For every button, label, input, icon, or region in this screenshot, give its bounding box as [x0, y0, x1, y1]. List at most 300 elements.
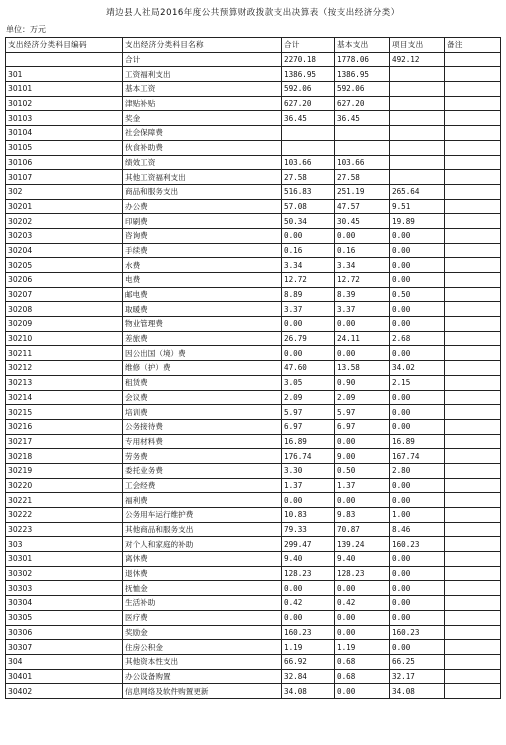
name-cell: 维修（护）费 [123, 361, 282, 376]
total-cell: 0.00 [282, 228, 335, 243]
project-cell: 19.89 [390, 214, 445, 229]
total-cell: 0.16 [282, 243, 335, 258]
name-cell: 其他资本性支出 [123, 654, 282, 669]
remark-cell [445, 493, 501, 508]
table-row [6, 463, 501, 478]
table-row [6, 126, 501, 141]
table-row [6, 346, 501, 361]
project-cell: 0.00 [390, 405, 445, 420]
code-cell: 30221 [6, 493, 123, 508]
basic-cell: 36.45 [335, 111, 390, 126]
total-code-cell [6, 52, 123, 67]
name-cell: 医疗费 [123, 610, 282, 625]
code-cell: 30102 [6, 96, 123, 111]
header-code: 支出经济分类科目编码 [6, 38, 123, 53]
remark-cell [445, 96, 501, 111]
code-cell: 30219 [6, 463, 123, 478]
total-cell: 5.97 [282, 405, 335, 420]
total-cell: 0.00 [282, 493, 335, 508]
name-cell: 公务接待费 [123, 419, 282, 434]
name-cell: 离休费 [123, 552, 282, 567]
project-cell: 32.17 [390, 669, 445, 684]
basic-cell: 3.34 [335, 258, 390, 273]
remark-cell [445, 273, 501, 288]
table-row [6, 184, 501, 199]
table-row [6, 170, 501, 185]
project-cell [390, 96, 445, 111]
name-cell: 信息网络及软件购置更新 [123, 684, 282, 699]
table-row [6, 258, 501, 273]
name-cell: 委托业务费 [123, 463, 282, 478]
basic-cell: 0.68 [335, 669, 390, 684]
basic-cell: 3.37 [335, 302, 390, 317]
project-cell: 265.64 [390, 184, 445, 199]
code-cell: 30213 [6, 375, 123, 390]
remark-cell [445, 126, 501, 141]
project-cell: 0.00 [390, 302, 445, 317]
document-title: 靖边县人社局2016年度公共预算财政拨款支出决算表（按支出经济分类） [106, 8, 400, 18]
total-cell: 8.89 [282, 287, 335, 302]
basic-cell: 8.39 [335, 287, 390, 302]
table-row [6, 654, 501, 669]
code-cell: 30205 [6, 258, 123, 273]
basic-cell: 0.50 [335, 463, 390, 478]
name-cell: 工资福利支出 [123, 67, 282, 82]
total-cell: 3.37 [282, 302, 335, 317]
basic-cell: 30.45 [335, 214, 390, 229]
total-cell: 9.40 [282, 552, 335, 567]
project-cell: 66.25 [390, 654, 445, 669]
project-cell [390, 155, 445, 170]
table-row [6, 434, 501, 449]
remark-cell [445, 390, 501, 405]
name-cell: 邮电费 [123, 287, 282, 302]
project-cell: 0.00 [390, 317, 445, 332]
project-cell: 0.00 [390, 552, 445, 567]
table-row [6, 625, 501, 640]
remark-cell [445, 581, 501, 596]
code-cell: 30305 [6, 610, 123, 625]
basic-cell: 251.19 [335, 184, 390, 199]
total-cell: 57.08 [282, 199, 335, 214]
code-cell: 30105 [6, 140, 123, 155]
code-cell: 30211 [6, 346, 123, 361]
remark-cell [445, 243, 501, 258]
table-row [6, 67, 501, 82]
project-cell: 0.00 [390, 478, 445, 493]
table-row [6, 390, 501, 405]
code-cell: 30107 [6, 170, 123, 185]
name-cell: 会议费 [123, 390, 282, 405]
table-row [6, 273, 501, 288]
project-cell: 2.80 [390, 463, 445, 478]
table-row [6, 243, 501, 258]
basic-cell: 0.00 [335, 684, 390, 699]
table-row [6, 302, 501, 317]
name-cell: 因公出国（境）费 [123, 346, 282, 361]
table-row [6, 522, 501, 537]
project-cell: 0.00 [390, 640, 445, 655]
name-cell: 公务用车运行维护费 [123, 508, 282, 523]
basic-cell [335, 126, 390, 141]
remark-cell [445, 669, 501, 684]
project-cell: 0.00 [390, 566, 445, 581]
project-cell: 2.68 [390, 331, 445, 346]
total-name-cell: 合计 [123, 52, 282, 67]
total-cell: 592.06 [282, 82, 335, 97]
total-cell [282, 140, 335, 155]
total-cell: 16.89 [282, 434, 335, 449]
code-cell: 30216 [6, 419, 123, 434]
name-cell: 住房公积金 [123, 640, 282, 655]
total-cell: 3.30 [282, 463, 335, 478]
code-cell: 30104 [6, 126, 123, 141]
table-row [6, 640, 501, 655]
table-row [6, 82, 501, 97]
table-row [6, 508, 501, 523]
project-cell [390, 140, 445, 155]
name-cell: 租赁费 [123, 375, 282, 390]
header-total: 合计 [282, 38, 335, 53]
name-cell: 奖励金 [123, 625, 282, 640]
code-cell: 30209 [6, 317, 123, 332]
remark-cell [445, 361, 501, 376]
project-cell: 0.00 [390, 419, 445, 434]
basic-cell: 5.97 [335, 405, 390, 420]
total-cell: 50.34 [282, 214, 335, 229]
header-name: 支出经济分类科目名称 [123, 38, 282, 53]
basic-cell: 2.09 [335, 390, 390, 405]
name-cell: 对个人和家庭的补助 [123, 537, 282, 552]
project-cell [390, 170, 445, 185]
code-cell: 30206 [6, 273, 123, 288]
name-cell: 津贴补贴 [123, 96, 282, 111]
name-cell: 手续费 [123, 243, 282, 258]
table-row [6, 331, 501, 346]
code-cell: 30202 [6, 214, 123, 229]
basic-cell: 24.11 [335, 331, 390, 346]
code-cell: 30218 [6, 449, 123, 464]
total-cell: 12.72 [282, 273, 335, 288]
name-cell: 取暖费 [123, 302, 282, 317]
total-cell: 32.84 [282, 669, 335, 684]
table-row [6, 405, 501, 420]
name-cell: 伙食补助费 [123, 140, 282, 155]
basic-cell: 128.23 [335, 566, 390, 581]
table-row [6, 610, 501, 625]
basic-cell: 0.42 [335, 596, 390, 611]
project-cell: 2.15 [390, 375, 445, 390]
table-row [6, 669, 501, 684]
remark-cell [445, 596, 501, 611]
total-cell: 1.19 [282, 640, 335, 655]
project-cell: 160.23 [390, 625, 445, 640]
code-cell: 303 [6, 537, 123, 552]
code-cell: 30101 [6, 82, 123, 97]
name-cell: 其他工资福利支出 [123, 170, 282, 185]
project-cell [390, 126, 445, 141]
name-cell: 物业管理费 [123, 317, 282, 332]
remark-cell [445, 522, 501, 537]
total-remark-cell [445, 52, 501, 67]
project-cell: 8.46 [390, 522, 445, 537]
total-cell [282, 126, 335, 141]
total-cell: 103.66 [282, 155, 335, 170]
remark-cell [445, 375, 501, 390]
code-cell: 30201 [6, 199, 123, 214]
basic-cell: 9.83 [335, 508, 390, 523]
total-cell: 26.79 [282, 331, 335, 346]
name-cell: 社会保障费 [123, 126, 282, 141]
name-cell: 退休费 [123, 566, 282, 581]
code-cell: 30204 [6, 243, 123, 258]
total-cell: 27.58 [282, 170, 335, 185]
project-cell: 167.74 [390, 449, 445, 464]
code-cell: 30402 [6, 684, 123, 699]
total-basic-cell: 1778.06 [335, 52, 390, 67]
basic-cell: 627.20 [335, 96, 390, 111]
name-cell: 印刷费 [123, 214, 282, 229]
remark-cell [445, 287, 501, 302]
table-row [6, 361, 501, 376]
code-cell: 30212 [6, 361, 123, 376]
total-cell: 6.97 [282, 419, 335, 434]
basic-cell: 139.24 [335, 537, 390, 552]
basic-cell: 6.97 [335, 419, 390, 434]
remark-cell [445, 566, 501, 581]
remark-cell [445, 184, 501, 199]
project-cell: 0.00 [390, 390, 445, 405]
remark-cell [445, 552, 501, 567]
header-remark: 备注 [445, 38, 501, 53]
basic-cell: 592.06 [335, 82, 390, 97]
code-cell: 304 [6, 654, 123, 669]
basic-cell: 0.16 [335, 243, 390, 258]
code-cell: 30217 [6, 434, 123, 449]
name-cell: 抚恤金 [123, 581, 282, 596]
total-cell: 176.74 [282, 449, 335, 464]
project-cell: 0.00 [390, 228, 445, 243]
header-basic: 基本支出 [335, 38, 390, 53]
project-cell: 160.23 [390, 537, 445, 552]
remark-cell [445, 434, 501, 449]
name-cell: 其他商品和服务支出 [123, 522, 282, 537]
remark-cell [445, 228, 501, 243]
code-cell: 30307 [6, 640, 123, 655]
name-cell: 基本工资 [123, 82, 282, 97]
project-cell [390, 82, 445, 97]
table-row [6, 317, 501, 332]
remark-cell [445, 640, 501, 655]
project-cell: 0.50 [390, 287, 445, 302]
total-row [6, 52, 501, 67]
remark-cell [445, 537, 501, 552]
name-cell: 水费 [123, 258, 282, 273]
remark-cell [445, 67, 501, 82]
table-row [6, 155, 501, 170]
remark-cell [445, 463, 501, 478]
table-row [6, 552, 501, 567]
code-cell: 30303 [6, 581, 123, 596]
table-row [6, 493, 501, 508]
basic-cell [335, 140, 390, 155]
remark-cell [445, 199, 501, 214]
total-project-cell: 492.12 [390, 52, 445, 67]
total-total-cell: 2270.18 [282, 52, 335, 67]
project-cell: 0.00 [390, 273, 445, 288]
basic-cell: 103.66 [335, 155, 390, 170]
project-cell: 0.00 [390, 610, 445, 625]
table-row [6, 478, 501, 493]
total-cell: 47.60 [282, 361, 335, 376]
unit-label: 单位：万元 [6, 25, 46, 34]
table-row [6, 140, 501, 155]
total-cell: 516.83 [282, 184, 335, 199]
code-cell: 30210 [6, 331, 123, 346]
table-row [6, 228, 501, 243]
name-cell: 专用材料费 [123, 434, 282, 449]
code-cell: 30215 [6, 405, 123, 420]
remark-cell [445, 258, 501, 273]
remark-cell [445, 140, 501, 155]
total-cell: 0.00 [282, 346, 335, 361]
code-cell: 30301 [6, 552, 123, 567]
total-cell: 10.83 [282, 508, 335, 523]
basic-cell: 1.19 [335, 640, 390, 655]
total-cell: 66.92 [282, 654, 335, 669]
total-cell: 627.20 [282, 96, 335, 111]
remark-cell [445, 155, 501, 170]
basic-cell: 9.00 [335, 449, 390, 464]
project-cell: 0.00 [390, 243, 445, 258]
remark-cell [445, 111, 501, 126]
remark-cell [445, 508, 501, 523]
name-cell: 办公设备购置 [123, 669, 282, 684]
table-row [6, 96, 501, 111]
header-row [6, 38, 501, 53]
total-cell: 3.05 [282, 375, 335, 390]
total-cell: 34.08 [282, 684, 335, 699]
table-row [6, 111, 501, 126]
project-cell: 0.00 [390, 258, 445, 273]
remark-cell [445, 170, 501, 185]
basic-cell: 13.58 [335, 361, 390, 376]
table-row [6, 684, 501, 699]
table-row [6, 287, 501, 302]
project-cell: 16.89 [390, 434, 445, 449]
name-cell: 绩效工资 [123, 155, 282, 170]
remark-cell [445, 449, 501, 464]
remark-cell [445, 214, 501, 229]
table-row [6, 566, 501, 581]
total-cell: 79.33 [282, 522, 335, 537]
basic-cell: 47.57 [335, 199, 390, 214]
remark-cell [445, 625, 501, 640]
table-row [6, 537, 501, 552]
basic-cell: 0.68 [335, 654, 390, 669]
basic-cell: 0.00 [335, 228, 390, 243]
header-project: 项目支出 [390, 38, 445, 53]
code-cell: 30208 [6, 302, 123, 317]
code-cell: 30106 [6, 155, 123, 170]
table-row [6, 199, 501, 214]
code-cell: 30222 [6, 508, 123, 523]
basic-cell: 12.72 [335, 273, 390, 288]
basic-cell: 27.58 [335, 170, 390, 185]
table-row [6, 214, 501, 229]
remark-cell [445, 82, 501, 97]
code-cell: 30103 [6, 111, 123, 126]
total-cell: 2.09 [282, 390, 335, 405]
remark-cell [445, 331, 501, 346]
total-cell: 1386.95 [282, 67, 335, 82]
code-cell: 302 [6, 184, 123, 199]
table-row [6, 596, 501, 611]
remark-cell [445, 346, 501, 361]
basic-cell: 1.37 [335, 478, 390, 493]
total-cell: 0.00 [282, 317, 335, 332]
code-cell: 30207 [6, 287, 123, 302]
total-cell: 160.23 [282, 625, 335, 640]
name-cell: 咨询费 [123, 228, 282, 243]
project-cell: 1.00 [390, 508, 445, 523]
name-cell: 商品和服务支出 [123, 184, 282, 199]
total-cell: 36.45 [282, 111, 335, 126]
table-row [6, 581, 501, 596]
code-cell: 30306 [6, 625, 123, 640]
name-cell: 办公费 [123, 199, 282, 214]
basic-cell: 0.00 [335, 610, 390, 625]
total-cell: 0.00 [282, 610, 335, 625]
basic-cell: 70.87 [335, 522, 390, 537]
expenditure-table [5, 37, 501, 699]
code-cell: 30203 [6, 228, 123, 243]
name-cell: 生活补助 [123, 596, 282, 611]
table-row [6, 419, 501, 434]
remark-cell [445, 610, 501, 625]
project-cell: 34.02 [390, 361, 445, 376]
project-cell: 0.00 [390, 493, 445, 508]
project-cell: 0.00 [390, 346, 445, 361]
name-cell: 电费 [123, 273, 282, 288]
project-cell [390, 67, 445, 82]
total-cell: 299.47 [282, 537, 335, 552]
project-cell [390, 111, 445, 126]
table-row [6, 375, 501, 390]
table-row [6, 449, 501, 464]
total-cell: 0.42 [282, 596, 335, 611]
code-cell: 30302 [6, 566, 123, 581]
name-cell: 奖金 [123, 111, 282, 126]
basic-cell: 1386.95 [335, 67, 390, 82]
name-cell: 福利费 [123, 493, 282, 508]
project-cell: 9.51 [390, 199, 445, 214]
remark-cell [445, 302, 501, 317]
remark-cell [445, 478, 501, 493]
basic-cell: 9.40 [335, 552, 390, 567]
basic-cell: 0.00 [335, 317, 390, 332]
name-cell: 工会经费 [123, 478, 282, 493]
basic-cell: 0.00 [335, 625, 390, 640]
remark-cell [445, 654, 501, 669]
project-cell: 0.00 [390, 596, 445, 611]
basic-cell: 0.00 [335, 493, 390, 508]
code-cell: 30223 [6, 522, 123, 537]
total-cell: 0.00 [282, 581, 335, 596]
name-cell: 培训费 [123, 405, 282, 420]
basic-cell: 0.00 [335, 581, 390, 596]
total-cell: 1.37 [282, 478, 335, 493]
